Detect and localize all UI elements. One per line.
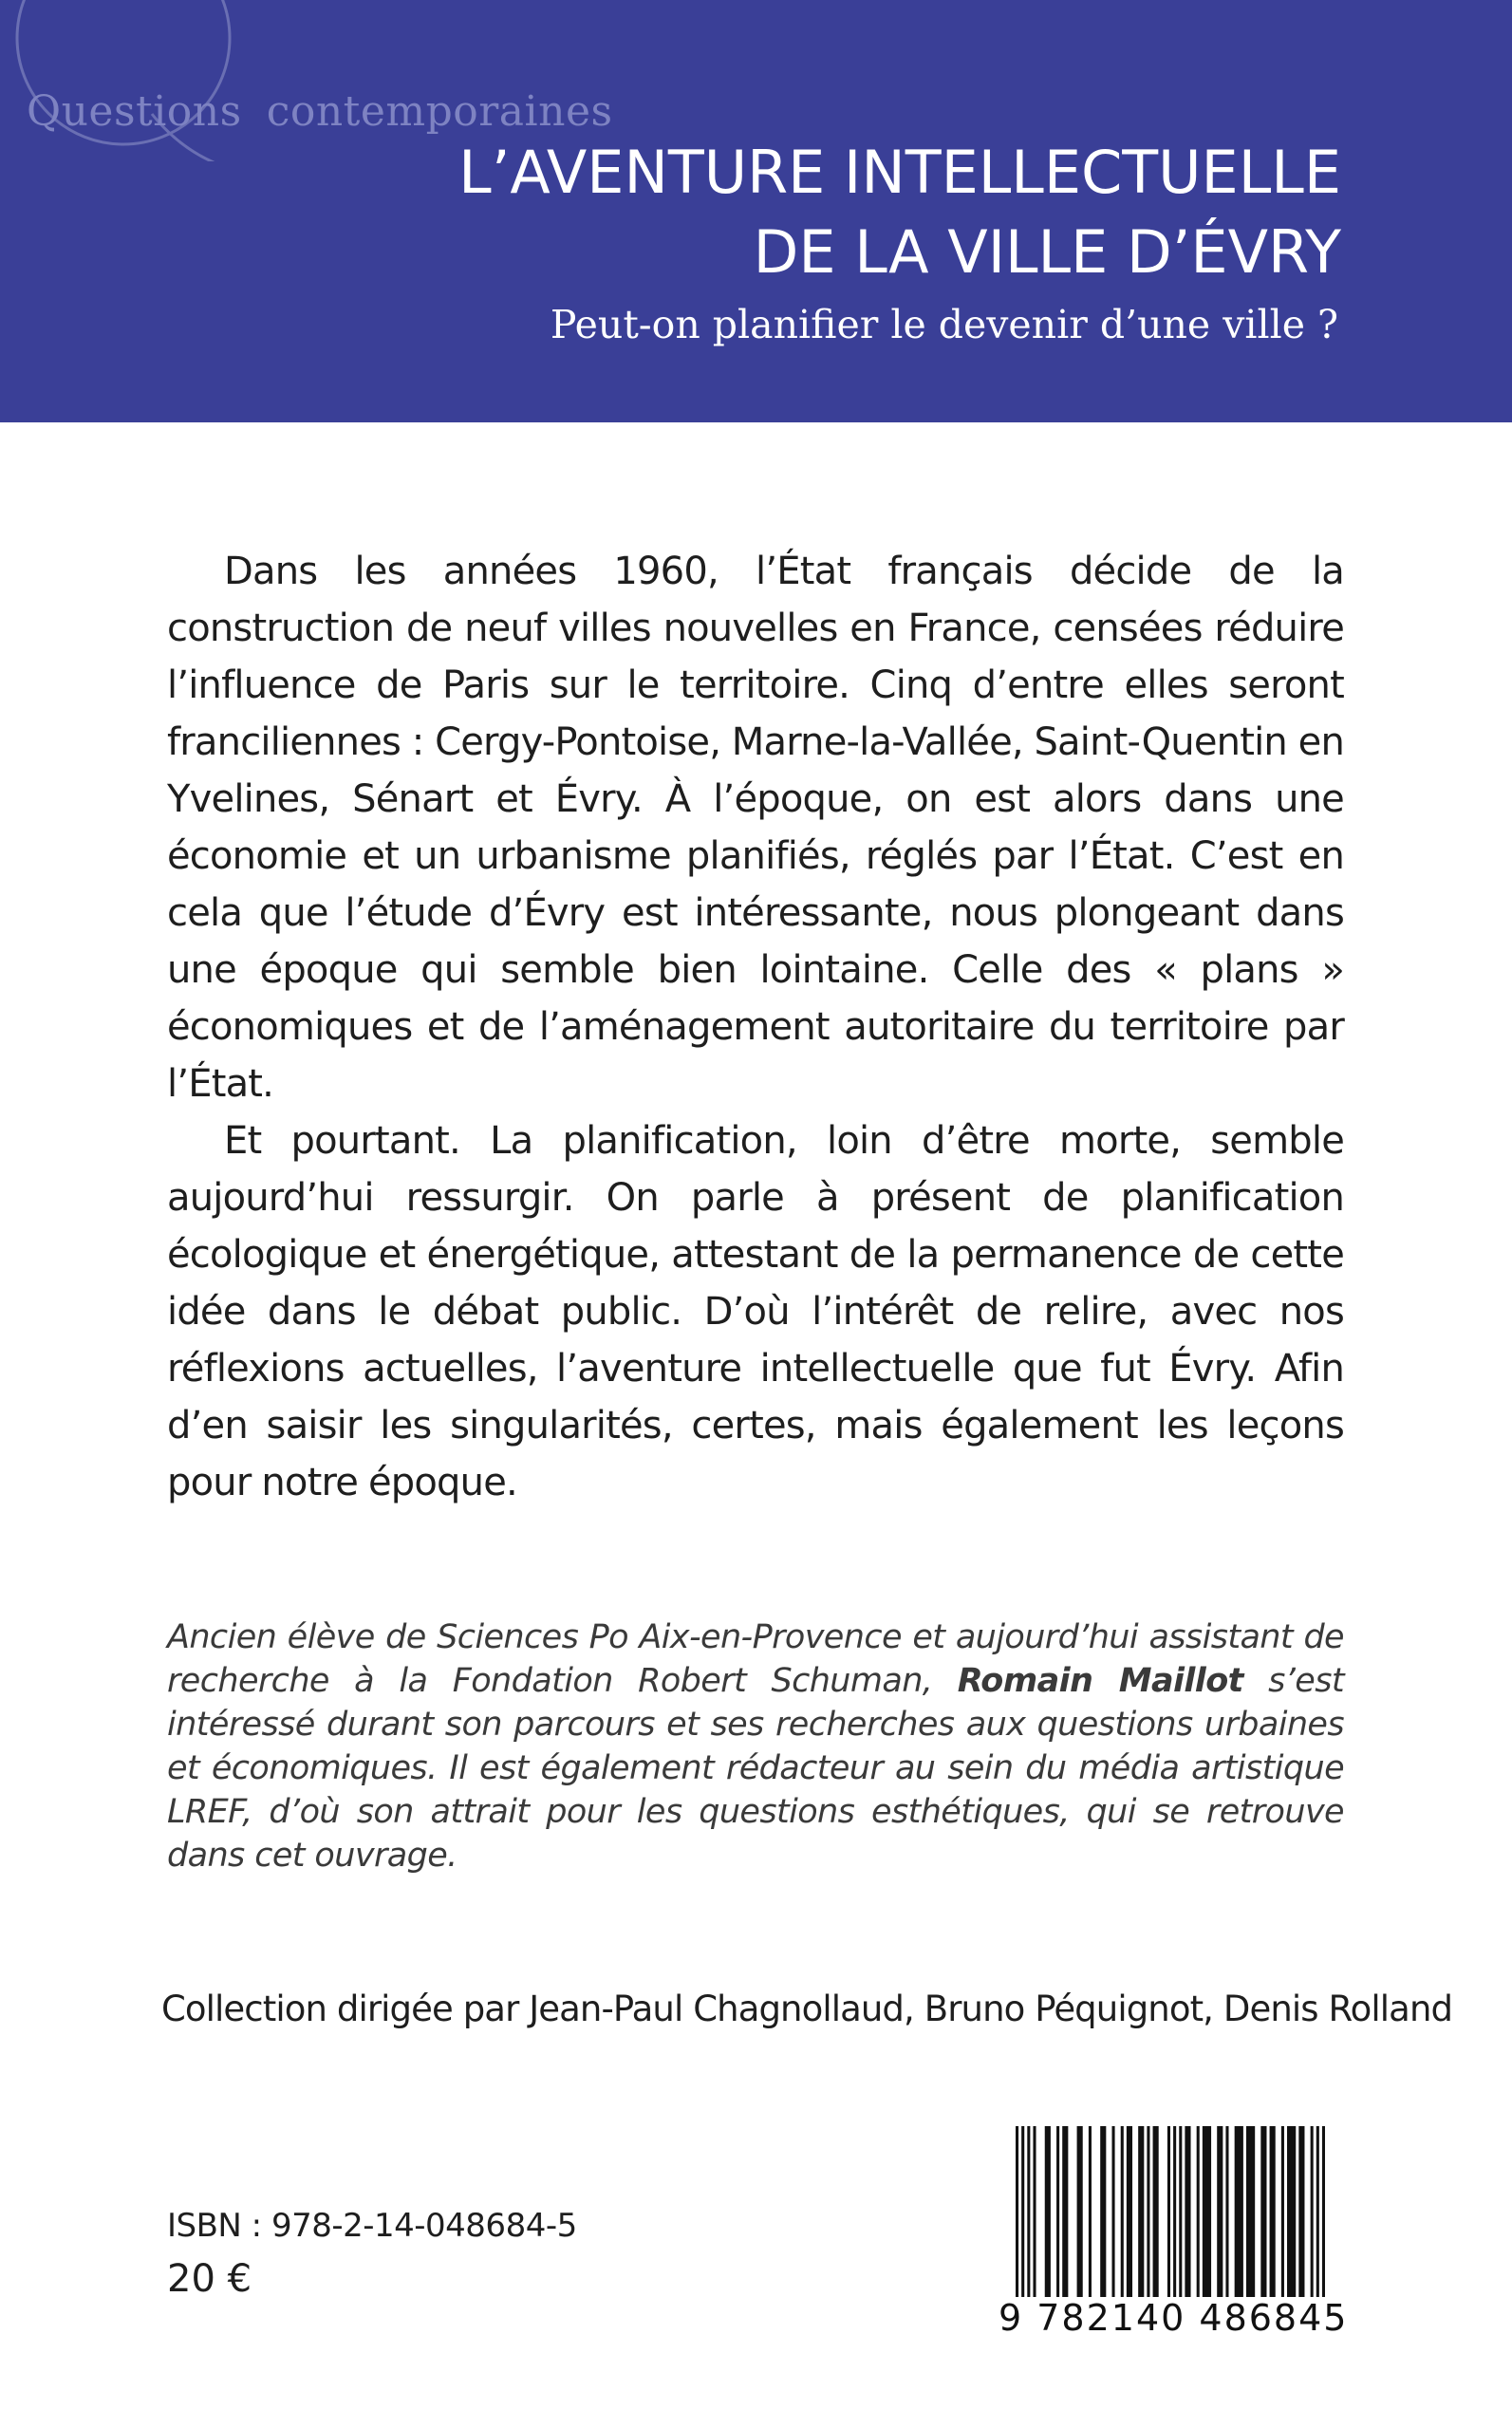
barcode-bar [1167, 2126, 1170, 2316]
barcode-bar [1287, 2126, 1296, 2316]
series-name [27, 87, 613, 136]
author-bio-intro: Ancien élève de Sciences Po Aix-en-Provence et aujourd’hui assistant de recherche à la Fondation Robert Schuman, [167, 1618, 1344, 1700]
barcode-bar [1235, 2126, 1243, 2316]
cover-banner [0, 0, 1512, 422]
barcode-bar [1217, 2126, 1223, 2316]
barcode-bar [1077, 2126, 1083, 2316]
price: 20 € [167, 2257, 252, 2301]
barcode-bar [1281, 2126, 1284, 2316]
author-bio [167, 1615, 1344, 1877]
barcode-bar [1089, 2126, 1092, 2316]
barcode-bar [1322, 2126, 1325, 2316]
barcode-bar [1270, 2126, 1276, 2316]
book-title [458, 133, 1341, 292]
barcode-bar [1121, 2126, 1124, 2316]
barcode-bar [1225, 2126, 1228, 2316]
summary-paragraph-2: Et pourtant. La planification, loin d’être morte, semble aujourd’hui ressurgir. On parle à présent de planification écologique et énergétique, attestant de la permanence de cette idée dans le débat public. D’où l’intérêt de relire, avec nos réflexions actuelles, l’aventure intellectuelle que fut Évry. Afin d’en saisir les singularités, certes, mais également les leçons pour notre époque. [167, 1119, 1344, 1504]
barcode-bar [1203, 2126, 1211, 2316]
barcode-bar [1173, 2126, 1176, 2316]
barcode-bar [1062, 2126, 1068, 2316]
summary-paragraph-1: Dans les années 1960, l’État français décide de la construction de neuf villes nouvelles en France, censées réduire l’influence de Paris sur le territoire. Cinq d’entre elles seront franciliennes : Cergy-Pontoise, Marne-la-Vallée, Saint-Quentin en Yvelines, Sénart et Évry. À l’époque, on est alors dans une économie et un urbanisme planifiés, réglés par l’État. C’est en cela que l’étude d’Évry est intéressante, nous plongeant dans une époque qui semble bien lointaine. Celle des « plans » économiques et de l’aménagement autoritaire du territoire par l’État. [167, 550, 1344, 1106]
barcode-bar [1147, 2126, 1149, 2316]
book-title-line1: L’AVENTURE INTELLECTUELLE [458, 138, 1341, 207]
barcode-bar [1100, 2126, 1106, 2316]
isbn: ISBN : 978-2-14-048684-5 [167, 2207, 577, 2245]
barcode-bar [1138, 2126, 1144, 2316]
barcode-bar [1027, 2126, 1030, 2316]
barcode-bar [1185, 2126, 1190, 2316]
series-name-part2: contemporaines [266, 87, 613, 136]
barcode-bar [1260, 2126, 1266, 2316]
author-bio-rest: s’est intéressé durant son parcours et ses recherches aux questions urbaines et économiques. Il est également rédacteur au sein du média artistique LREF, d’où son attrait pour les questions esthétiques, qui se retrouve dans cet ouvrage. [167, 1662, 1344, 1875]
barcode-bar [1033, 2126, 1036, 2316]
barcode-bar [1179, 2126, 1182, 2316]
book-title-line2: DE LA VILLE D’ÉVRY [753, 217, 1341, 287]
barcode-bar [1056, 2126, 1059, 2316]
barcode-digits: 9 782140 486845 [999, 2297, 1349, 2339]
author-name: Romain Maillot [957, 1662, 1243, 1700]
barcode-bar [1153, 2126, 1159, 2316]
book-subtitle: Peut-on planifier le devenir d’une ville ? [550, 302, 1338, 347]
barcode-bar [1311, 2126, 1314, 2316]
barcode-bar [1316, 2126, 1319, 2316]
barcode-bar [1045, 2126, 1051, 2316]
barcode-bar [1127, 2126, 1132, 2316]
barcode-bar [1016, 2126, 1018, 2316]
barcode-bar [1197, 2126, 1200, 2316]
barcode-bar [1111, 2126, 1114, 2316]
barcode-bar [1298, 2126, 1304, 2316]
barcode-bar [1021, 2126, 1024, 2316]
collection-directors: Collection dirigée par Jean-Paul Chagnollaud, Bruno Péquignot, Denis Rolland [161, 1989, 1453, 2029]
series-q-logo-icon [9, 0, 247, 161]
back-cover-summary [167, 543, 1344, 1511]
series-name-part1: Questions [27, 87, 242, 136]
barcode-bar [1246, 2126, 1255, 2316]
